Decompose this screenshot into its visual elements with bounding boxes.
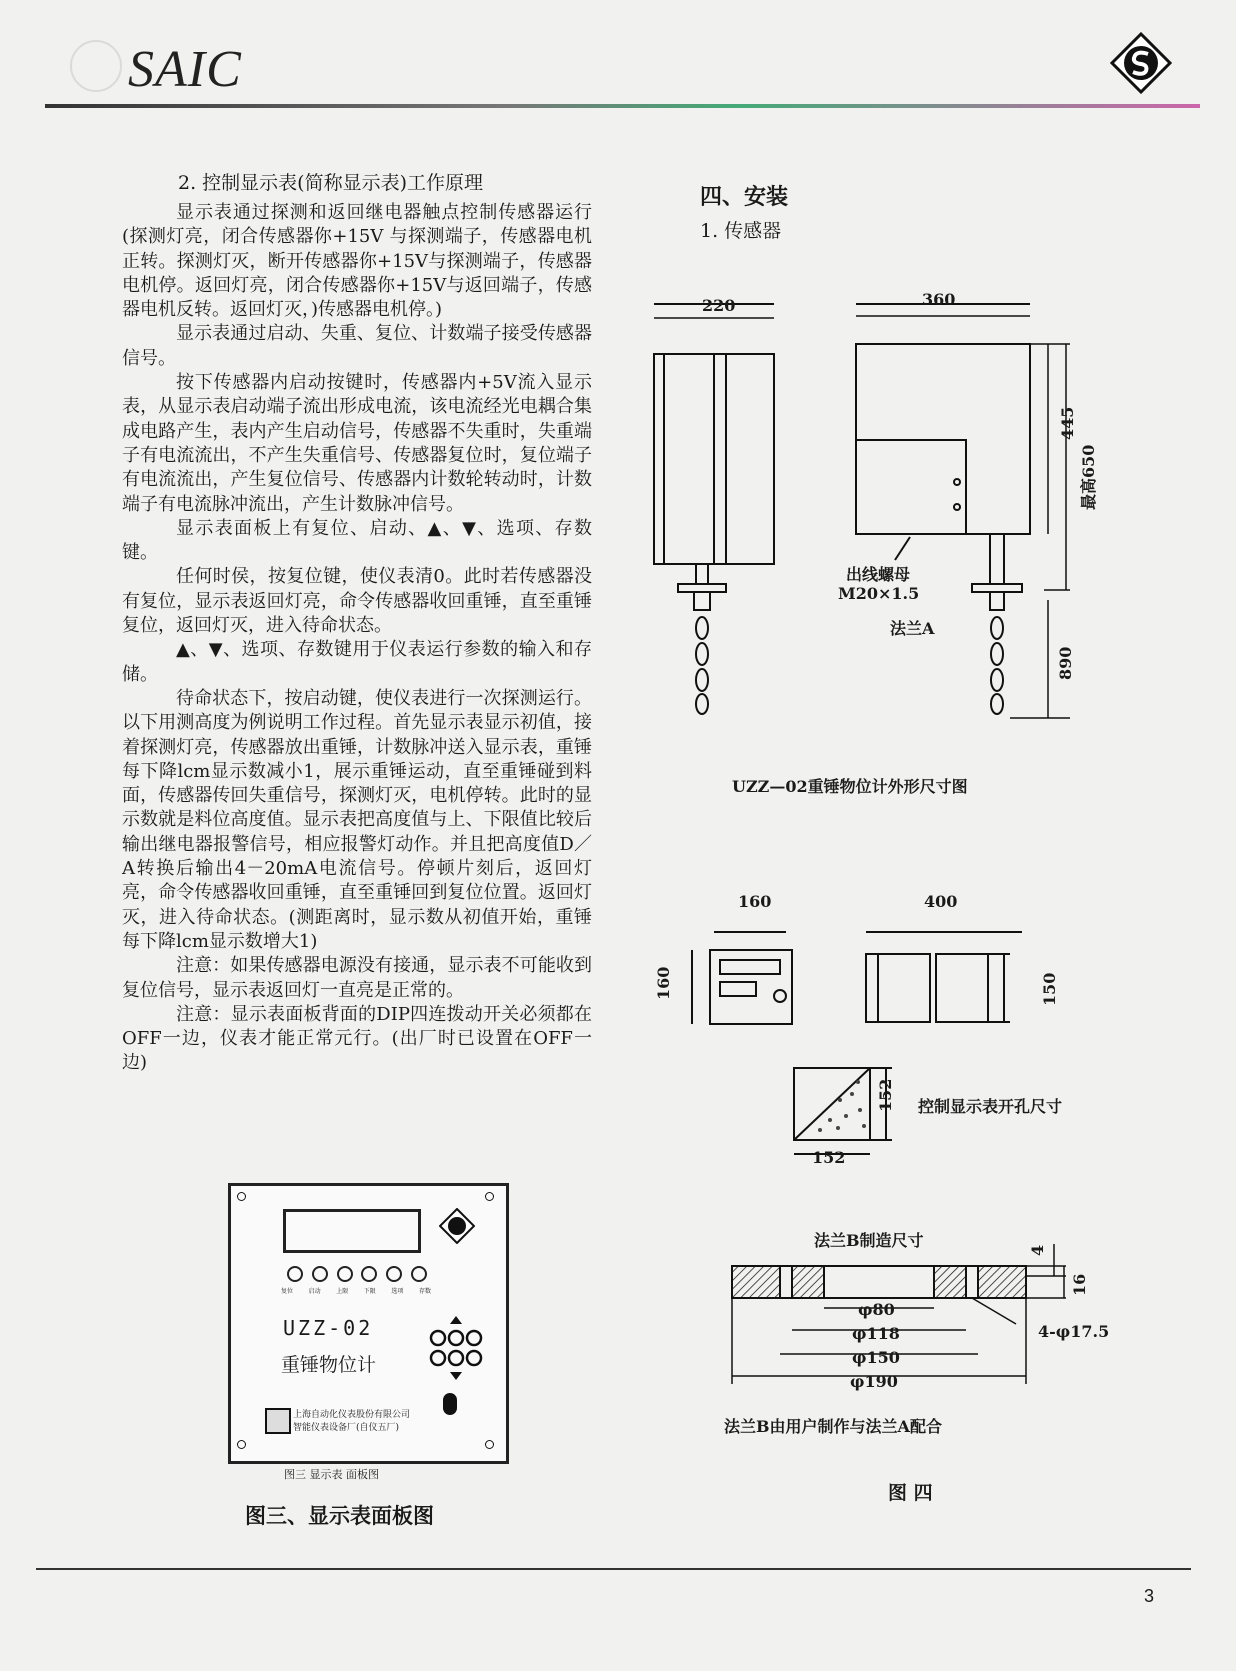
paragraph: 注意：如果传感器电源没有接通，显示表不可能收到复位信号，显示表返回灯一直亮是正常的。 <box>122 955 592 1001</box>
figure3-caption: 图三、显示表面板图 <box>245 1503 434 1528</box>
panel-screen <box>283 1209 421 1253</box>
brand-logo: SAIC <box>128 41 242 98</box>
outlet-spec: M20×1.5 <box>838 584 920 603</box>
footer-rule <box>36 1568 1191 1570</box>
dim-flange-thickness-16: 16 <box>1070 1273 1089 1296</box>
panel-keypad <box>427 1314 485 1384</box>
panel-key-labels <box>281 1286 431 1295</box>
outlet-label: 出线螺母 <box>846 565 911 584</box>
dim-display-depth: 400 <box>924 892 958 911</box>
paragraph: 按下传感器内启动按键时，传感器内+5V流入显示表，从显示表启动端子流出形成电流，该电流经光电耦合集成电路产生，表内产生启动信号，传感器不失重时，失重端子有电流流出，不产生失重信号、传感器复位时，复位端子有电流流出，产生复位信号、传感器内计数轮转动时，计数端子有电流脉冲流出，产生计数脉冲信号。 <box>122 372 592 515</box>
key-label: 选项 <box>391 1288 404 1295</box>
dim-front-width: 220 <box>702 296 736 315</box>
section-title-principle: 2. 控制显示表(简称显示表)工作原理 <box>178 172 483 194</box>
section-title-install: 四、安装 <box>700 184 789 210</box>
key-label: 启动 <box>308 1288 321 1295</box>
figure4-caption: 图 四 <box>888 1482 933 1504</box>
key-label: 复位 <box>281 1288 294 1295</box>
panel-screw-icon <box>237 1440 246 1449</box>
flange-b-title: 法兰B制造尺寸 <box>814 1231 924 1250</box>
key-label: 下限 <box>363 1288 376 1295</box>
flange-b-note: 法兰B由用户制作与法兰A配合 <box>724 1417 942 1436</box>
company-emblem-icon <box>1110 32 1172 94</box>
panel-knob-icon <box>443 1393 457 1415</box>
dim-flange-d80: φ80 <box>858 1300 895 1319</box>
indicator-led-icon <box>361 1266 377 1282</box>
indicator-led-icon <box>287 1266 303 1282</box>
panel-model: UZZ-02 <box>283 1316 374 1340</box>
key-label: 存数 <box>418 1288 431 1295</box>
panel-cutout-drawing <box>780 1050 920 1170</box>
sensor-drawing-caption: UZZ—02重锤物位计外形尺寸图 <box>732 777 968 796</box>
dim-max-height: 最高650 <box>1079 444 1098 510</box>
sensor-outline-drawing <box>650 290 1090 740</box>
dim-chain-length: 890 <box>1056 646 1075 680</box>
dim-display-front-width: 160 <box>738 892 772 911</box>
dim-cutout-width: 152 <box>812 1148 846 1167</box>
page-number: 3 <box>1144 1586 1155 1606</box>
header-rule <box>45 104 1200 108</box>
paragraph: ▲、▼、选项、存数键用于仪表运行参数的输入和存储。 <box>122 639 592 685</box>
paragraph: 显示表通过探测和返回继电器触点控制传感器运行(探测灯亮，闭合传感器你+15V 与探测端子，传感器电机正转。探测灯灭，断开传感器你+15V与探测端子，传感器电机停。返回灯亮，闭合传感器你+15V与返回端子，传感器电机反转。返回灯灭，)传感器电机停。) <box>122 202 592 321</box>
dim-display-side-height: 150 <box>1040 972 1059 1006</box>
panel-small-caption: 图三 显示表 面板图 <box>284 1468 379 1481</box>
cutout-label: 控制显示表开孔尺寸 <box>918 1097 1063 1116</box>
dim-flange-d118: φ118 <box>852 1324 900 1343</box>
paragraph: 注意：显示表面板背面的DIP四连拨动开关必须都在OFF一边，仪表才能正常元行。(出厂时已设置在OFF一边) <box>122 1003 592 1074</box>
flange-a-label: 法兰A <box>890 619 935 638</box>
panel-screw-icon <box>485 1192 494 1201</box>
display-panel-figure <box>228 1183 509 1464</box>
indicator-led-icon <box>386 1266 402 1282</box>
panel-maker-line1: 上海自动化仪表股份有限公司 <box>293 1410 411 1420</box>
panel-logo-icon <box>439 1208 475 1244</box>
panel-screw-icon <box>485 1440 494 1449</box>
dim-flange-thickness-4: 4 <box>1028 1244 1047 1256</box>
saic-emblem <box>70 40 122 92</box>
key-label: 上限 <box>336 1288 349 1295</box>
dim-body-height: 445 <box>1058 406 1077 440</box>
left-column <box>122 168 592 1076</box>
paragraph: 显示表通过启动、失重、复位、计数端子接受传感器信号。 <box>122 323 592 369</box>
indicator-led-icon <box>411 1266 427 1282</box>
dim-cutout-height: 152 <box>876 1078 895 1112</box>
dim-flange-holes: 4-φ17.5 <box>1038 1322 1110 1341</box>
dim-side-width: 360 <box>922 290 956 309</box>
panel-maker-line2: 智能仪表设备厂(自仪五厂) <box>293 1423 400 1433</box>
panel-maker-logo-icon <box>265 1408 291 1434</box>
panel-screw-icon <box>237 1192 246 1201</box>
panel-indicator-row <box>287 1266 427 1282</box>
paragraph: 显示表面板上有复位、启动、▲、▼、选项、存数键。 <box>122 517 592 564</box>
dim-display-front-height: 160 <box>654 966 673 1000</box>
panel-product-name: 重锤物位计 <box>281 1354 377 1376</box>
paragraph: 待命状态下，按启动键，使仪表进行一次探测运行。以下用测高度为例说明工作过程。首先显示表显示初值，接着探测灯亮，传感器放出重锤，计数脉冲送入显示表，重锤每下降lcm显示数减小1，展示重锤运动，直至重锤碰到料面，传感器传回失重信号，探测灯灭，电机停转。此时的显示数就是料位高度值。显示表把高度值与上、下限值比较后输出继电器报警信号，相应报警灯动作。并且把高度值D／A转换后输出4－20mA电流信号。停顿片刻后，返回灯亮，命令传感器收回重锤，直至重锤回到复位位置。返回灯灭，进入待命状态。(测距离时，显示数从初值开始，重锤每下降lcm显示数增大1) <box>122 687 592 952</box>
flange-b-drawing <box>726 1244 1086 1394</box>
dim-flange-d150: φ150 <box>852 1348 900 1367</box>
indicator-led-icon <box>337 1266 353 1282</box>
subsection-sensor: 1. 传感器 <box>700 220 782 242</box>
paragraph: 任何时侯，按复位键，使仪表清0。此时若传感器没有复位，显示表返回灯亮，命令传感器收回重锤，直至重锤复位，返回灯灭，进入待命状态。 <box>122 566 592 637</box>
dim-flange-d190: φ190 <box>850 1372 898 1391</box>
indicator-led-icon <box>312 1266 328 1282</box>
